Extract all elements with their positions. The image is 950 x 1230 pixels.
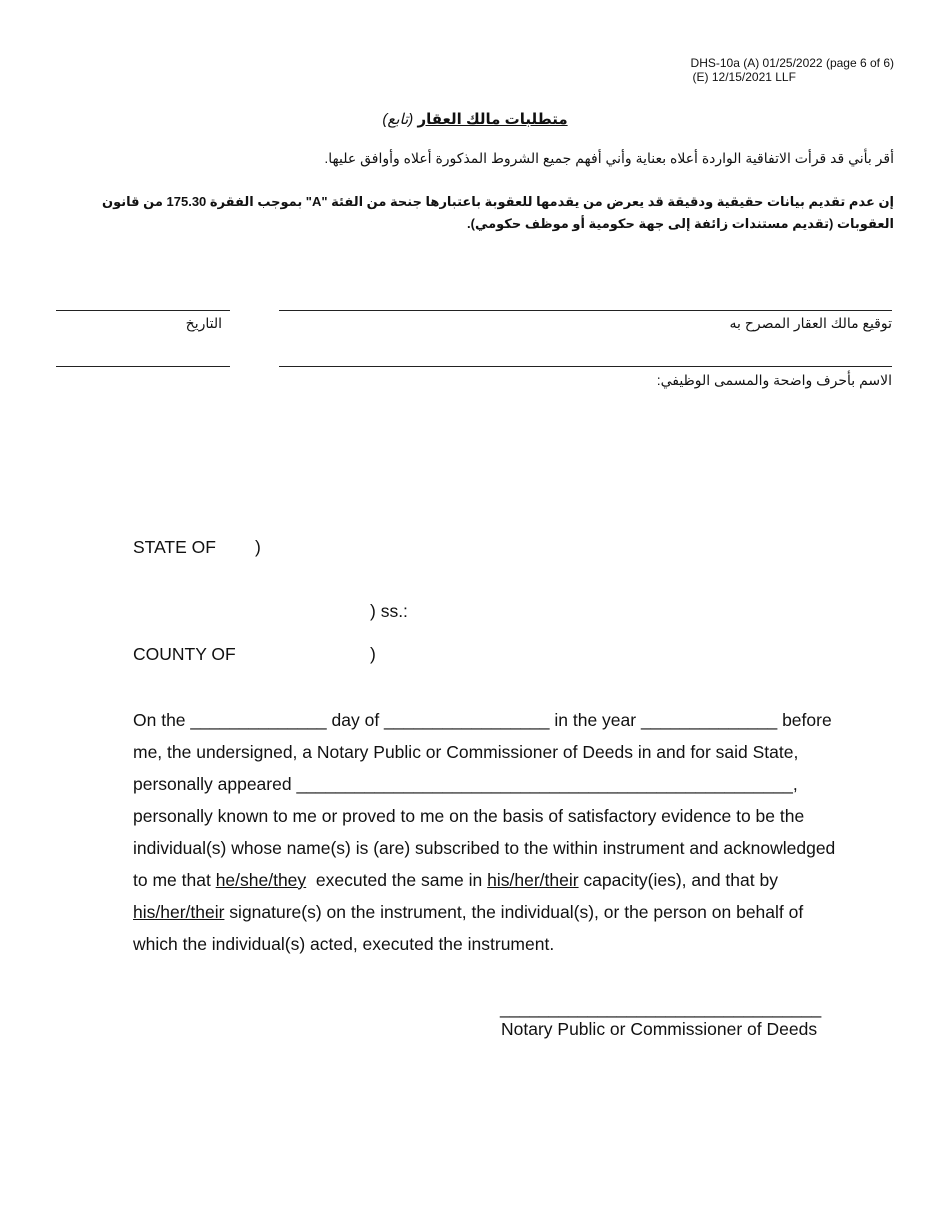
form-code-line-2: (E) 12/15/2021 LLF: [692, 70, 796, 84]
notary-line-7-part-b: signature(s) on the instrument, the individual(s), or the person on behalf of: [224, 902, 804, 922]
state-of-paren: ): [255, 537, 261, 557]
section-title-sub: (تابع): [382, 111, 414, 128]
possessive-underlined: his/her/their: [487, 870, 579, 890]
notary-line-4: personally known to me or proved to me on the basis of satisfactory evidence to be the: [133, 806, 805, 826]
state-of-label: STATE OF: [133, 537, 216, 557]
section-title: [0, 110, 950, 128]
notary-line-6-part-b: executed the same in: [306, 870, 488, 890]
county-of-paren: ): [370, 644, 376, 664]
form-code: [691, 56, 894, 84]
penalty-warning: إن عدم تقديم بيانات حقيقية ودقيقة قد يعرض من يقدمها للعقوبة باعتبارها جنحة من الفئة "A" بموجب الفقرة 175.30 من قانون العقوبات (تقديم مستندات زائفة إلى جهة حكومية أو موظف حكومي).: [102, 194, 894, 231]
notary-signature-line[interactable]: _________________________________: [500, 998, 822, 1018]
notary-line-6: [133, 864, 903, 896]
notary-line-1: On the ______________ day of _________________ in the year ______________ before: [133, 710, 832, 730]
pronoun-underlined: he/she/they: [215, 870, 307, 890]
date-label: التاريخ: [185, 315, 222, 331]
notary-line-8: which the individual(s) acted, executed the instrument.: [133, 934, 555, 954]
notary-acknowledgement-paragraph: [133, 704, 903, 960]
date-line[interactable]: [56, 310, 230, 311]
owner-signature-label: توقيع مالك العقار المصرح به: [729, 315, 892, 331]
acknowledgement-text: أقر بأني قد قرأت الاتفاقية الواردة أعلاه بعناية وأني أفهم جميع الشروط المذكورة أعلاه وأوافق عليها.: [324, 150, 894, 166]
notary-line-2: me, the undersigned, a Notary Public or Commissioner of Deeds in and for said State,: [133, 742, 799, 762]
possessive-underlined-2: his/her/their: [133, 902, 225, 922]
notary-line-7: [133, 896, 903, 928]
section-title-main: متطلبات مالك العقار: [417, 111, 568, 128]
notary-line-3: personally appeared ___________________________________________________,: [133, 774, 798, 794]
date-line-2[interactable]: [56, 366, 230, 367]
printed-name-label: الاسم بأحرف واضحة والمسمى الوظيفي:: [656, 372, 892, 388]
printed-name-line[interactable]: [279, 366, 892, 367]
form-code-line-1: DHS-10a (A) 01/25/2022 (page 6 of 6): [690, 56, 894, 70]
owner-signature-line[interactable]: [279, 310, 892, 311]
ss-label: ) ss.:: [370, 601, 408, 621]
county-of-label: COUNTY OF: [133, 644, 236, 664]
notary-signature-caption: Notary Public or Commissioner of Deeds: [501, 1019, 818, 1039]
notary-line-6-part-a: to me that: [133, 870, 216, 890]
notary-line-5: individual(s) whose name(s) is (are) subscribed to the within instrument and acknowledged: [133, 838, 836, 858]
notary-line-6-part-c: capacity(ies), and that by: [578, 870, 778, 890]
